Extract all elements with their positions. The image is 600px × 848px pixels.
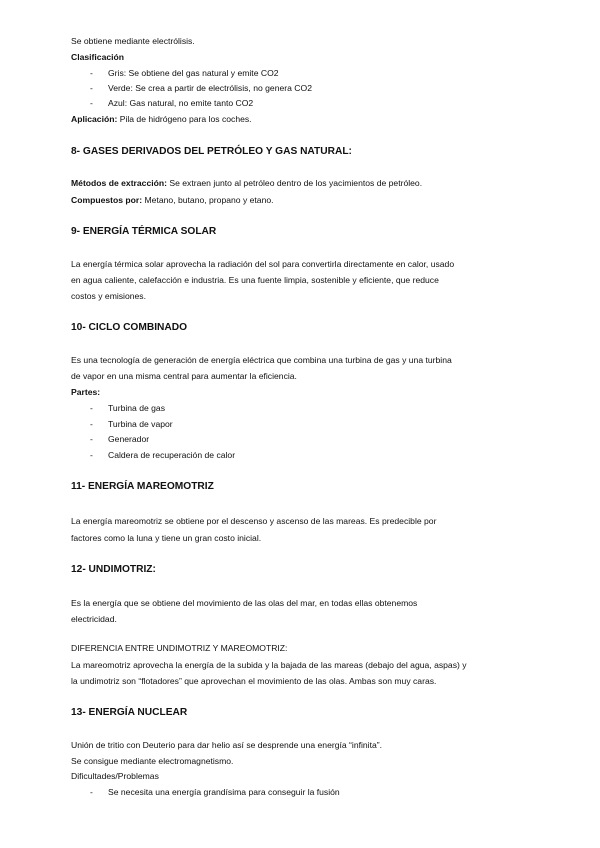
list-dash: - (90, 68, 93, 78)
list-dash: - (90, 83, 93, 93)
section-10-heading: 10- CICLO COMBINADO (71, 322, 188, 333)
clasificacion-label: Clasificación (71, 52, 125, 62)
compuestos-text: Metano, butano, propano y etano. (142, 195, 274, 205)
section-12-heading: 12- UNDIMOTRIZ: (71, 564, 156, 575)
list-dash: - (90, 434, 93, 444)
list-item-text: Turbina de gas (108, 403, 166, 413)
paragraph-line: La mareomotriz aprovecha la energía de la subida y la bajada de las mareas (debajo del agua, aspas) y (71, 660, 467, 670)
section-13-heading: 13- ENERGÍA NUCLEAR (71, 707, 188, 718)
list-item (90, 419, 173, 429)
metodos-text: Se extraen junto al petróleo dentro de los yacimientos de petróleo. (166, 178, 423, 188)
list-item-text: Verde: Se crea a partir de electrólisis, no genera CO2 (108, 83, 312, 93)
list-item (90, 787, 340, 797)
list-item-text: Gris: Se obtiene del gas natural y emite CO2 (108, 68, 279, 78)
section-9-heading: 9- ENERGÍA TÉRMICA SOLAR (71, 226, 217, 237)
paragraph-line: Dificultades/Problemas (71, 771, 159, 781)
list-item-text: Turbina de vapor (108, 419, 173, 429)
list-item (90, 68, 279, 78)
paragraph-line: costos y emisiones. (71, 291, 146, 301)
section-11-heading: 11- ENERGÍA MAREOMOTRIZ (71, 481, 214, 492)
list-item (90, 434, 149, 444)
list-dash: - (90, 98, 93, 108)
list-item (90, 98, 253, 108)
list-dash: - (90, 450, 93, 460)
compuestos-line (71, 195, 274, 205)
paragraph-line: de vapor en una misma central para aumentar la eficiencia. (71, 371, 297, 381)
list-item-text: Azul: Gas natural, no emite tanto CO2 (108, 98, 254, 108)
aplicacion-line (71, 114, 252, 124)
aplicacion-text: Pila de hidrógeno para los coches. (117, 114, 252, 124)
paragraph-line: Se consigue mediante electromagnetismo. (71, 756, 234, 766)
list-dash: - (90, 403, 93, 413)
list-item (90, 83, 312, 93)
list-dash: - (90, 787, 93, 797)
list-item (90, 403, 165, 413)
list-item (90, 450, 235, 460)
list-item-text: Se necesita una energía grandísima para conseguir la fusión (108, 787, 340, 797)
aplicacion-label: Aplicación: (71, 114, 118, 124)
paragraph-line: factores como la luna y tiene un gran costo inicial. (71, 533, 262, 543)
list-item-text: Caldera de recuperación de calor (108, 450, 236, 460)
hydrogen-obtain-text: Se obtiene mediante electrólisis. (71, 36, 195, 46)
paragraph-line: en agua caliente, calefacción e industria. Es una fuente limpia, sostenible y eficiente, que reduce (71, 275, 439, 285)
metodos-label: Métodos de extracción: (71, 178, 167, 188)
metodos-line (71, 178, 422, 188)
diferencia-title: DIFERENCIA ENTRE UNDIMOTRIZ Y MAREOMOTRIZ: (71, 643, 288, 653)
list-item-text: Generador (108, 434, 150, 444)
partes-label: Partes: (71, 387, 101, 397)
paragraph-line: Unión de tritio con Deuterio para dar helio así se desprende una energía “infinita”. (71, 740, 382, 750)
section-8-heading: 8- GASES DERIVADOS DEL PETRÓLEO Y GAS NATURAL: (71, 146, 352, 157)
paragraph-line: Es una tecnología de generación de energía eléctrica que combina una turbina de gas y una turbina (71, 355, 452, 365)
list-dash: - (90, 419, 93, 429)
paragraph-line: Es la energía que se obtiene del movimiento de las olas del mar, en todas ellas obtenemos (71, 598, 418, 608)
paragraph-line: La energía mareomotriz se obtiene por el descenso y ascenso de las mareas. Es predecible por (71, 516, 437, 526)
compuestos-label: Compuestos por: (71, 195, 143, 205)
paragraph-line: La energía térmica solar aprovecha la radiación del sol para convertirla directamente en calor, usado (71, 259, 455, 269)
paragraph-line: la undimotriz son “flotadores” que aprovechan el movimiento de las olas. Ambas son muy caras. (71, 676, 437, 686)
paragraph-line: electricidad. (71, 614, 117, 624)
